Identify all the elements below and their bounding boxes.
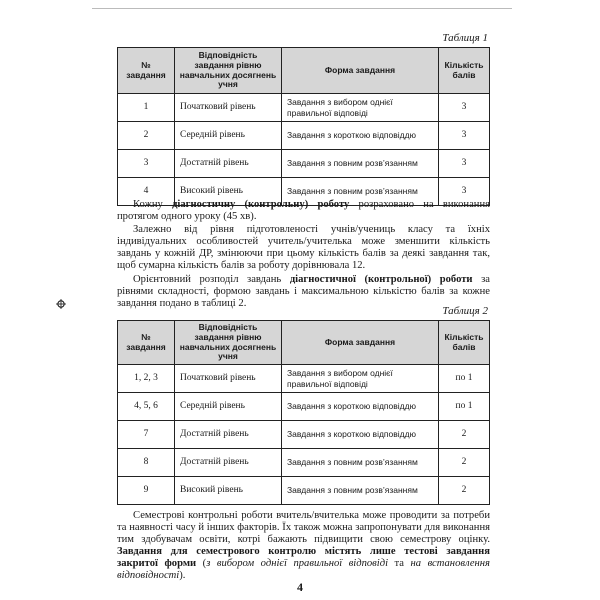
- page-top-rule: [92, 8, 512, 9]
- task-number: 4: [118, 178, 175, 206]
- task-points: 2: [439, 477, 490, 505]
- task-number: 8: [118, 449, 175, 477]
- page-number: 4: [297, 580, 303, 594]
- paragraph-task-adjustment: Залежно від рівня підготовленості учнів/учениць класу та їхніх індивідуальних особливостей учитель/учителька може зменшити кількість завдань у кожній ДР, змінюючи при цьому кількість балів за деякі завдання так, щоб сумарна кількість балів за роботу дорівнювала 12.: [117, 224, 490, 271]
- task-points: 3: [439, 94, 490, 122]
- paragraph-work-duration: Кожну діагностичну (контрольну) роботу розраховано на виконання протягом одного уроку (45 хв).: [117, 199, 490, 222]
- task-level: Початковий рівень: [175, 365, 282, 393]
- task-points: по 1: [439, 393, 490, 421]
- table1-caption: Таблиця 1: [442, 32, 488, 44]
- task-form: Завдання з повним розв’язанням: [282, 178, 439, 206]
- task-form: Завдання з вибором однієї правильної відповіді: [282, 365, 439, 393]
- table2-header-form: Форма завдання: [282, 321, 439, 365]
- task-level: Достатній рівень: [175, 449, 282, 477]
- task-form: Завдання з короткою відповіддю: [282, 421, 439, 449]
- task-points: 2: [439, 449, 490, 477]
- task-number: 9: [118, 477, 175, 505]
- table1-header-num: № завдання: [118, 48, 175, 94]
- task-points: по 1: [439, 365, 490, 393]
- table-row: [118, 421, 490, 449]
- table-row: [118, 94, 490, 122]
- task-level: Високий рівень: [175, 477, 282, 505]
- table2-caption: Таблиця 2: [442, 305, 488, 317]
- table-row: [118, 477, 490, 505]
- task-number: 7: [118, 421, 175, 449]
- task-number: 4, 5, 6: [118, 393, 175, 421]
- table1-header-points: Кількість балів: [439, 48, 490, 94]
- table-row: [118, 122, 490, 150]
- table2-header-level: Відповідність завдання рівню навчальних досягнень учня: [175, 321, 282, 365]
- registration-mark-icon: [56, 299, 66, 309]
- task-form: Завдання з короткою відповіддю: [282, 393, 439, 421]
- task-level: Достатній рівень: [175, 421, 282, 449]
- task-points: 3: [439, 150, 490, 178]
- task-level: Достатній рівень: [175, 150, 282, 178]
- table-row: [118, 449, 490, 477]
- task-level: Середній рівень: [175, 122, 282, 150]
- task-number: 2: [118, 122, 175, 150]
- paragraph-task-distribution: Орієнтовний розподіл завдань діагностичної (контрольної) роботи за рівнями складності, формою завдань і максимальною кількістю балів за кожне завдання подано в таблиці 2.: [117, 274, 490, 309]
- table2-header-num: № завдання: [118, 321, 175, 365]
- paragraph-semester-tests: Семестрові контрольні роботи вчитель/вчителька може проводити за потреби та наявності часу й інших факторів. Їх також можна запропонувати для виконання тим здобувачам освіти, котрі бажають підвищити свою семестрову оцінку. Завдання для семестрового контролю містять лише тестові завдання закритої форми (з вибором однієї правильної відповіді та на встановлення відповідності).: [117, 510, 490, 581]
- table2-header-points: Кількість балів: [439, 321, 490, 365]
- task-form: Завдання з повним розв’язанням: [282, 449, 439, 477]
- task-level: Високий рівень: [175, 178, 282, 206]
- task-level: Середній рівень: [175, 393, 282, 421]
- task-form: Завдання з повним розв’язанням: [282, 477, 439, 505]
- task-points: 3: [439, 122, 490, 150]
- task-points: 2: [439, 421, 490, 449]
- task-form: Завдання з вибором однієї правильної відповіді: [282, 94, 439, 122]
- table-row: [118, 150, 490, 178]
- task-points: 3: [439, 178, 490, 206]
- table1-header-level: Відповідність завдання рівню навчальних досягнень учня: [175, 48, 282, 94]
- task-form: Завдання з повним розв’язанням: [282, 150, 439, 178]
- table1: [117, 47, 490, 206]
- table-row: [118, 365, 490, 393]
- task-number: 1, 2, 3: [118, 365, 175, 393]
- task-number: 1: [118, 94, 175, 122]
- table-row: [118, 393, 490, 421]
- task-form: Завдання з короткою відповіддю: [282, 122, 439, 150]
- task-level: Початковий рівень: [175, 94, 282, 122]
- table1-header-form: Форма завдання: [282, 48, 439, 94]
- table2: [117, 320, 490, 505]
- task-number: 3: [118, 150, 175, 178]
